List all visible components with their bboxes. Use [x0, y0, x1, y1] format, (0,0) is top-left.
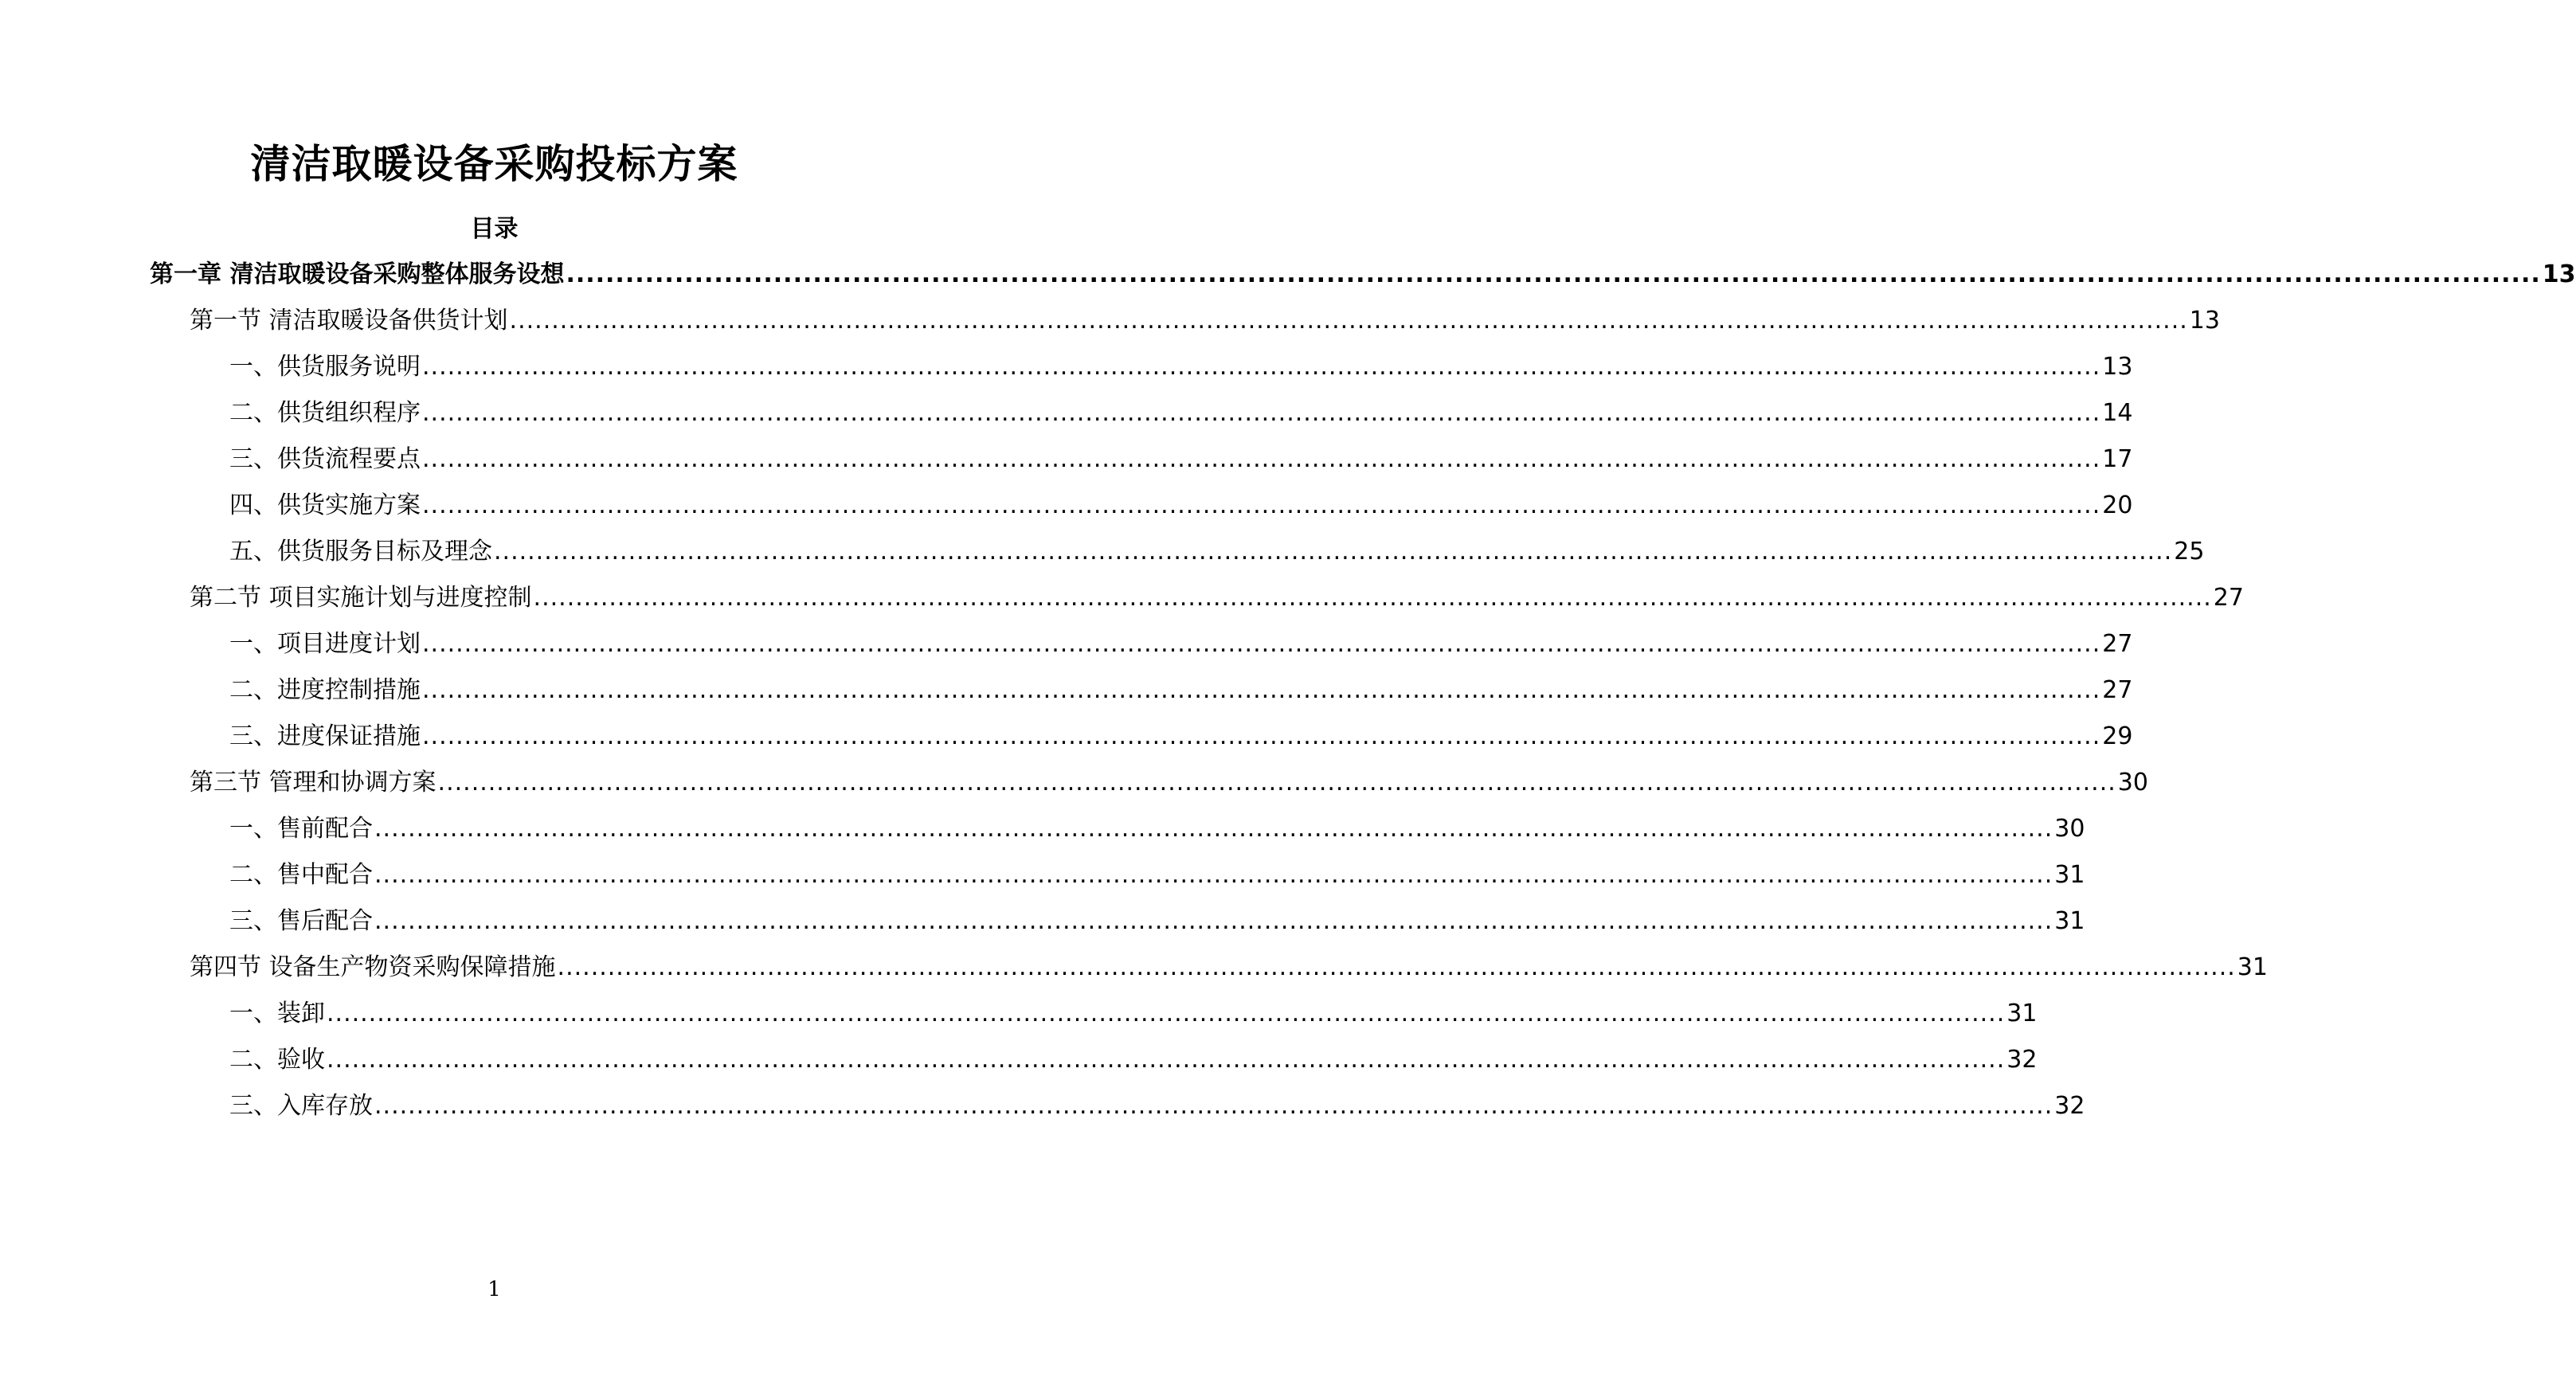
toc-leader-dots: ........................................................................................................................................................................................................ [494, 538, 2173, 565]
toc-leader-dots: ........................................................................................................................................................................................................ [327, 1046, 2006, 1074]
toc-leader-dots: ........................................................................................................................................................................................................ [422, 353, 2101, 381]
toc-leader-dots: ........................................................................................................................................................................................................ [509, 307, 2188, 335]
toc-entry-page: 20 [2102, 491, 2133, 519]
toc-entry[interactable] [229, 713, 2133, 753]
toc-entry-title: 一、售前配合 [229, 815, 373, 843]
toc-leader-dots: ........................................................................................................................................................................................................ [374, 907, 2053, 935]
toc-entry-page: 27 [2102, 676, 2133, 704]
toc-entry[interactable] [229, 851, 2085, 891]
toc-entry-title: 二、进度控制措施 [229, 676, 421, 704]
toc-entry[interactable] [229, 343, 2133, 383]
toc-entry-title: 第一章 清洁取暖设备采购整体服务设想 [150, 260, 565, 288]
toc-leader-dots: ........................................................................................................................................................................................................ [374, 815, 2053, 843]
toc-leader-dots: ........................................................................................................................................................................................................ [422, 722, 2101, 750]
toc-entry-page: 31 [2054, 861, 2085, 889]
toc-entry-page: 29 [2102, 722, 2133, 750]
toc-heading: 目录 [470, 215, 519, 243]
toc-entry[interactable] [190, 759, 2148, 799]
toc-entry[interactable] [229, 436, 2133, 475]
toc-entry[interactable] [190, 297, 2220, 337]
toc-entry-page: 14 [2102, 399, 2133, 427]
toc-leader-dots: ........................................................................................................................................................................................................ [422, 491, 2101, 519]
toc-entry-title: 三、入库存放 [229, 1092, 373, 1120]
toc-entry-title: 二、验收 [229, 1046, 325, 1074]
toc-entry[interactable] [190, 574, 2244, 614]
toc-leader-dots: ........................................................................................................................................................................................................ [422, 630, 2101, 658]
toc-entry[interactable] [229, 1036, 2038, 1076]
toc-entry-page: 32 [2054, 1092, 2085, 1120]
toc-entry[interactable] [229, 898, 2085, 937]
toc-entry[interactable] [229, 389, 2133, 429]
toc-entry-page: 31 [2006, 1000, 2038, 1027]
toc-entry-title: 二、供货组织程序 [229, 399, 421, 427]
toc-entry-title: 一、供货服务说明 [229, 353, 421, 381]
toc-leader-dots: ........................................................................................................................................................................................................ [422, 399, 2101, 427]
toc-entry-page: 30 [2117, 769, 2148, 796]
toc-leader-dots: ........................................................................................................................................................................................................ [422, 676, 2101, 704]
toc-entry[interactable] [150, 251, 2576, 291]
toc-entry-page: 13 [2542, 260, 2576, 288]
toc-entry[interactable] [229, 482, 2133, 522]
toc-entry[interactable] [229, 528, 2205, 568]
page-number: 1 [487, 1278, 501, 1301]
toc-entry-title: 二、售中配合 [229, 861, 373, 889]
toc-leader-dots: ........................................................................................................................................................................................................ [437, 769, 2116, 796]
toc-leader-dots: ........................................................................................................................................................................................................ [374, 1092, 2053, 1120]
toc-entry-page: 13 [2189, 307, 2220, 335]
toc-entry[interactable] [229, 805, 2085, 845]
toc-leader-dots: ........................................................................................................................................................................................................ [422, 445, 2101, 473]
toc-entry[interactable] [229, 620, 2133, 660]
toc-entry-title: 五、供货服务目标及理念 [229, 538, 492, 565]
toc-entry-title: 一、项目进度计划 [229, 630, 421, 658]
toc-leader-dots: ........................................................................................................................................................................................................ [533, 584, 2212, 612]
toc-entry-page: 31 [2237, 953, 2268, 981]
toc-leader-dots: ........................................................................................................................................................................................................ [566, 260, 2541, 288]
toc-entry-title: 四、供货实施方案 [229, 491, 421, 519]
document-title: 清洁取暖设备采购投标方案 [250, 141, 738, 187]
toc-entry-title: 第二节 项目实施计划与进度控制 [190, 584, 532, 612]
toc-entry[interactable] [229, 667, 2133, 706]
toc-entry-title: 第一节 清洁取暖设备供货计划 [190, 307, 508, 335]
toc-entry-page: 30 [2054, 815, 2085, 843]
toc-entry-title: 三、供货流程要点 [229, 445, 421, 473]
toc-entry-page: 27 [2102, 630, 2133, 658]
toc-entry-page: 17 [2102, 445, 2133, 473]
toc-entry-title: 三、进度保证措施 [229, 722, 421, 750]
toc-entry-title: 三、售后配合 [229, 907, 373, 935]
toc-entry-page: 25 [2174, 538, 2205, 565]
toc-entry-title: 第三节 管理和协调方案 [190, 769, 437, 796]
toc-leader-dots: ........................................................................................................................................................................................................ [327, 1000, 2006, 1027]
toc-entry-page: 27 [2213, 584, 2244, 612]
toc-entry[interactable] [229, 990, 2038, 1030]
toc-entry[interactable] [229, 1082, 2085, 1122]
toc-entry-page: 31 [2054, 907, 2085, 935]
toc-leader-dots: ........................................................................................................................................................................................................ [374, 861, 2053, 889]
toc-entry-title: 一、装卸 [229, 1000, 325, 1027]
toc-leader-dots: ........................................................................................................................................................................................................ [557, 953, 2236, 981]
toc-entry-page: 13 [2102, 353, 2133, 381]
toc-entry-page: 32 [2006, 1046, 2038, 1074]
toc-entry-title: 第四节 设备生产物资采购保障措施 [190, 953, 556, 981]
toc-entry[interactable] [190, 944, 2268, 984]
